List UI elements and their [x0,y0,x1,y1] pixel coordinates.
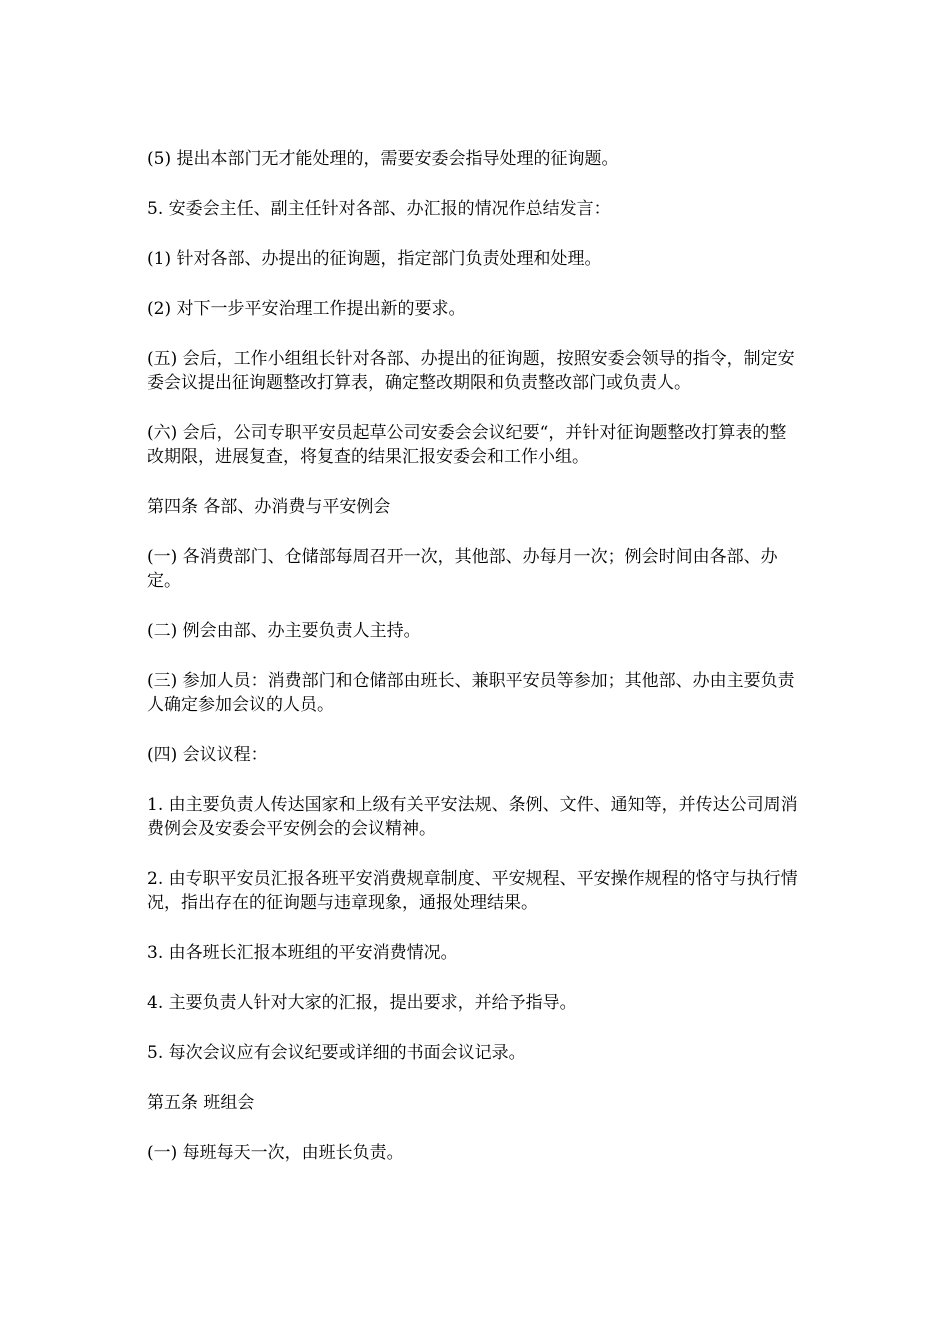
paragraph: (1) 针对各部、办提出的征询题，指定部门负责处理和处理。 [147,249,602,269]
paragraph: (2) 对下一步平安治理工作提出新的要求。 [147,299,466,319]
paragraph: (四) 会议议程： [147,745,268,765]
paragraph: 2. 由专职平安员汇报各班平安消费规章制度、平安规程、平安操作规程的恪守与执行情况，指出存在的征询题与违章现象，通报处理结果。 [147,869,798,913]
paragraph: (五) 会后，工作小组组长针对各部、办提出的征询题，按照安委会领导的指令，制定安委会议提出征询题整改打算表，确定整改期限和负责整改部门或负责人。 [147,349,795,393]
paragraph: (二) 例会由部、办主要负责人主持。 [147,621,421,641]
paragraph: (一) 各消费部门、仓储部每周召开一次，其他部、办每月一次；例会时间由各部、办定。 [147,547,778,591]
paragraph: 1. 由主要负责人传达国家和上级有关平安法规、条例、文件、通知等，并传达公司周消费例会及安委会平安例会的会议精神。 [147,795,798,839]
section-heading: 第五条 班组会 [147,1093,255,1113]
paragraph: (5) 提出本部门无才能处理的，需要安委会指导处理的征询题。 [147,149,619,169]
paragraph: (一) 每班每天一次，由班长负责。 [147,1143,404,1163]
paragraph: 3. 由各班长汇报本班组的平安消费情况。 [147,943,458,963]
paragraph: 5. 每次会议应有会议纪要或详细的书面会议记录。 [147,1043,526,1063]
paragraph: 4. 主要负责人针对大家的汇报，提出要求，并给予指导。 [147,993,577,1013]
document-body [147,147,803,1191]
paragraph: 5. 安委会主任、副主任针对各部、办汇报的情况作总结发言： [147,199,611,219]
paragraph: (六) 会后，公司专职平安员起草公司安委会会议纪要“，并针对征询题整改打算表的整改期限，进展复查，将复查的结果汇报安委会和工作小组。 [147,423,787,467]
paragraph: (三) 参加人员：消费部门和仓储部由班长、兼职平安员等参加；其他部、办由主要负责人确定参加会议的人员。 [147,671,795,715]
section-heading: 第四条 各部、办消费与平安例会 [147,497,391,517]
